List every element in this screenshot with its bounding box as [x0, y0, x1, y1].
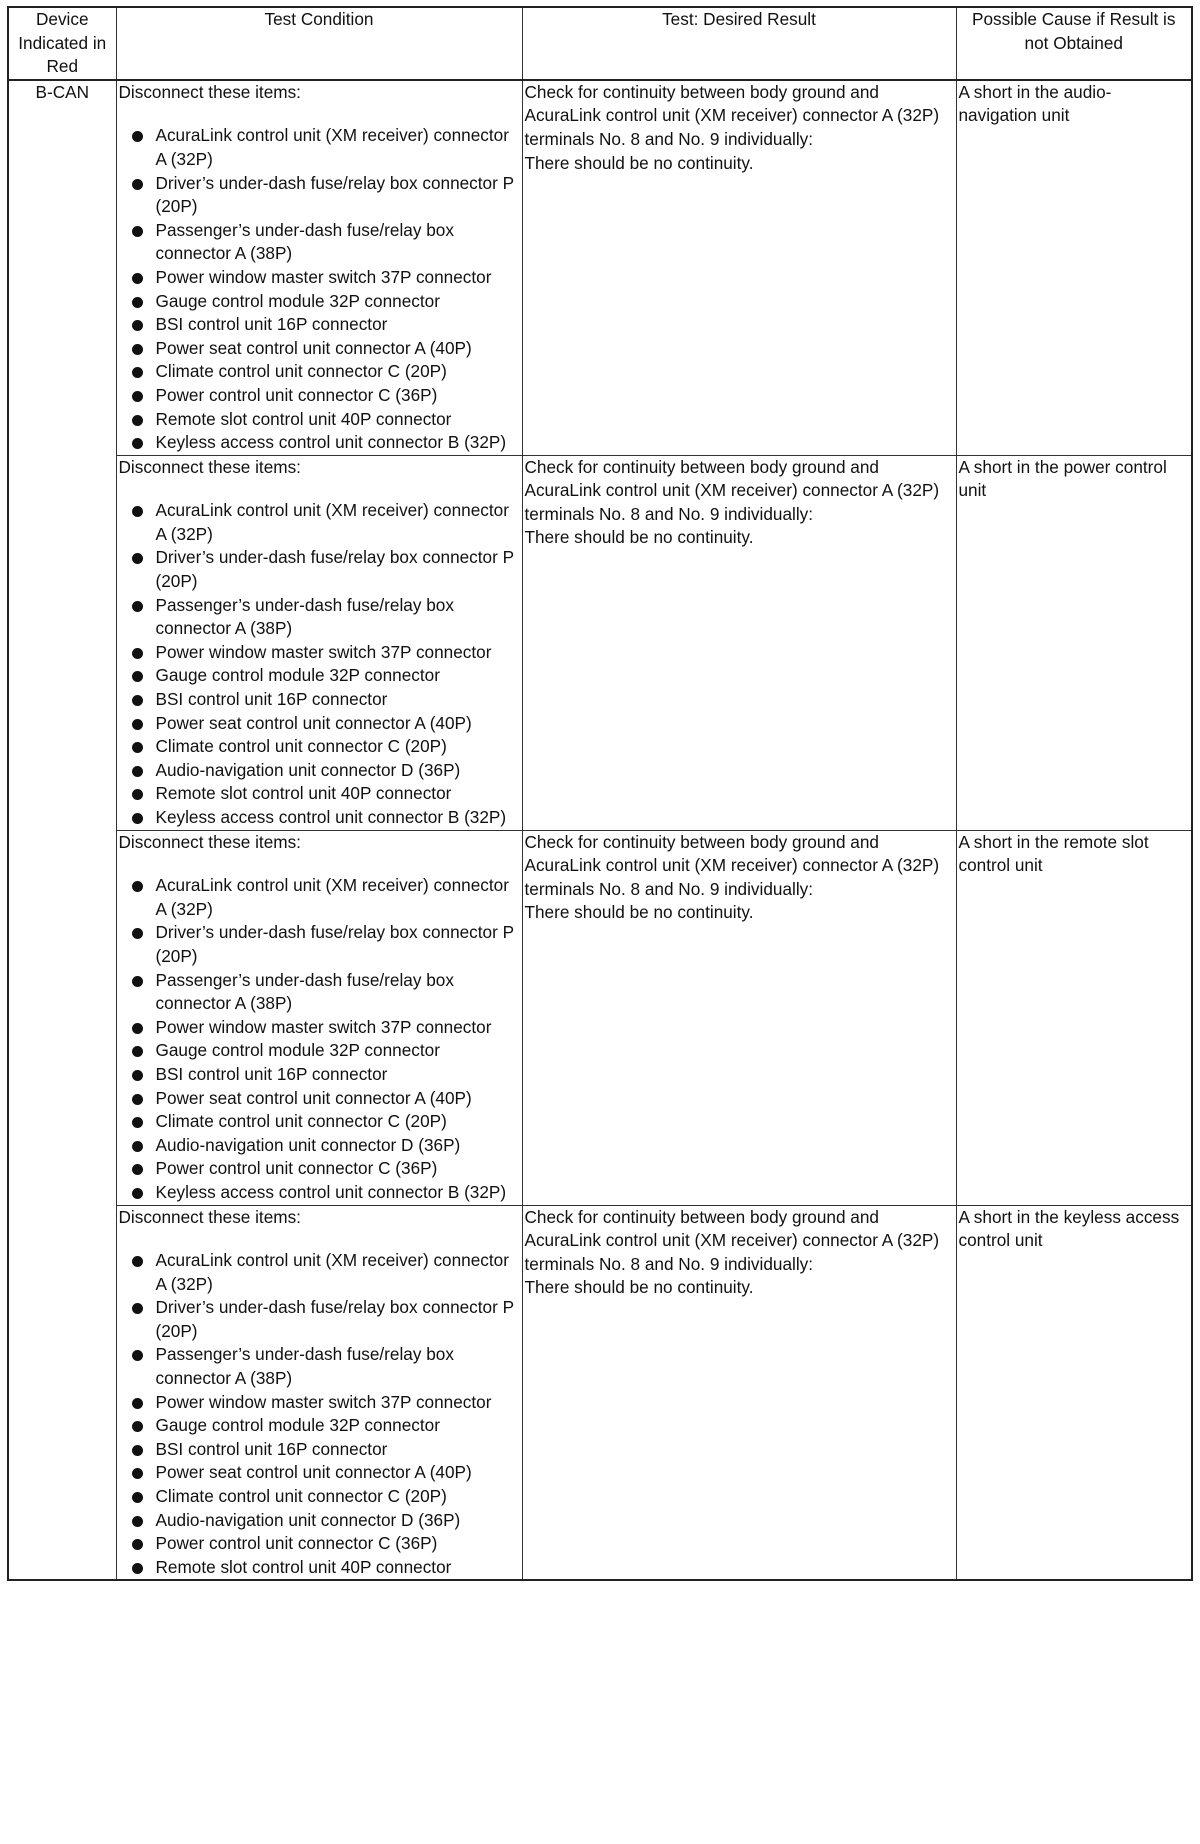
result-check-text: Check for continuity between body ground and AcuraLink control unit (XM receiver) connector A (32P) terminals No. 8 and No. 9 individually: [524, 81, 940, 149]
list-item [119, 1296, 520, 1343]
result-expect-text: There should be no continuity. [524, 527, 754, 548]
possible-cause-cell: A short in the audio-navigation unit [956, 80, 1192, 455]
result-expect-text: There should be no continuity. [524, 152, 754, 173]
test-condition-cell [116, 1205, 522, 1580]
list-item [119, 969, 520, 1016]
desired-result-cell [522, 830, 956, 1205]
possible-cause-cell: A short in the remote slot control unit [956, 830, 1192, 1205]
bullet-icon [132, 1492, 143, 1503]
header-row [8, 7, 1192, 80]
list-item [119, 1157, 520, 1181]
list-item [119, 1063, 520, 1087]
bullet-icon [132, 1303, 143, 1314]
desired-result-cell [522, 455, 956, 830]
list-item [119, 594, 520, 641]
bullet-icon [132, 179, 143, 190]
list-item-text: Climate control unit connector C (20P) [155, 361, 447, 382]
list-item-text: Climate control unit connector C (20P) [155, 1111, 447, 1132]
list-item-text: AcuraLink control unit (XM receiver) connector A (32P) [155, 1250, 509, 1294]
list-item [119, 384, 520, 408]
bullet-icon [132, 1563, 143, 1574]
table-row [8, 1205, 1192, 1580]
list-item [119, 408, 520, 432]
list-item-text: BSI control unit 16P connector [155, 689, 388, 710]
list-item [119, 664, 520, 688]
bullet-icon [132, 297, 143, 308]
list-item-text: AcuraLink control unit (XM receiver) connector A (32P) [155, 125, 509, 169]
list-item [119, 1249, 520, 1296]
list-item [119, 1414, 520, 1438]
list-item [119, 1438, 520, 1462]
bullet-icon [132, 1188, 143, 1199]
list-item-text: Audio-navigation unit connector D (36P) [155, 1134, 461, 1155]
desired-result-cell [522, 1205, 956, 1580]
list-item [119, 337, 520, 361]
list-item-text: Gauge control module 32P connector [155, 290, 440, 311]
list-item-text: Passenger’s under-dash fuse/relay box connector A (38P) [155, 594, 454, 639]
list-item-text: BSI control unit 16P connector [155, 314, 388, 335]
disconnect-list [119, 874, 520, 1204]
disconnect-list [119, 499, 520, 829]
list-item [119, 1134, 520, 1158]
list-item [119, 1556, 520, 1580]
bullet-icon [132, 1445, 143, 1456]
bullet-icon [132, 813, 143, 824]
condition-intro: Disconnect these items: [118, 831, 301, 852]
list-item-text: Driver’s under-dash fuse/relay box connector P (20P) [155, 922, 514, 966]
list-item-text: Passenger’s under-dash fuse/relay box connector A (38P) [155, 219, 454, 264]
bullet-icon [132, 1539, 143, 1550]
list-item [119, 1532, 520, 1556]
bullet-icon [132, 367, 143, 378]
disconnect-list [119, 1249, 520, 1579]
list-item [119, 1485, 520, 1509]
list-item-text: Gauge control module 32P connector [155, 1415, 440, 1436]
test-condition-cell [116, 80, 522, 455]
list-item [119, 313, 520, 337]
list-item-text: Gauge control module 32P connector [155, 665, 440, 686]
result-expect-text: There should be no continuity. [524, 1277, 754, 1298]
list-item [119, 431, 520, 455]
list-item [119, 806, 520, 830]
list-item-text: BSI control unit 16P connector [155, 1438, 388, 1459]
test-condition-cell [116, 830, 522, 1205]
header-device: Device Indicated in Red [8, 7, 116, 80]
bullet-icon [132, 1164, 143, 1175]
list-item [119, 641, 520, 665]
header-possible-cause: Possible Cause if Result is not Obtained [956, 7, 1192, 80]
list-item [119, 1461, 520, 1485]
result-check-text: Check for continuity between body ground and AcuraLink control unit (XM receiver) connector A (32P) terminals No. 8 and No. 9 individually: [524, 1206, 940, 1274]
list-item-text: Climate control unit connector C (20P) [155, 1486, 447, 1507]
possible-cause-cell: A short in the power control unit [956, 455, 1192, 830]
list-item-text: Climate control unit connector C (20P) [155, 736, 447, 757]
condition-intro: Disconnect these items: [118, 81, 301, 102]
bullet-icon [132, 1141, 143, 1152]
list-item-text: AcuraLink control unit (XM receiver) connector A (32P) [155, 875, 509, 919]
bullet-icon [132, 1070, 143, 1081]
list-item-text: Power window master switch 37P connector [155, 1391, 492, 1412]
list-item-text: Keyless access control unit connector B (32P) [155, 1181, 507, 1202]
list-item-text: Power window master switch 37P connector [155, 641, 492, 662]
list-item [119, 759, 520, 783]
bullet-icon [132, 1468, 143, 1479]
list-item-text: Passenger’s under-dash fuse/relay box connector A (38P) [155, 969, 454, 1014]
possible-cause-cell: A short in the keyless access control unit [956, 1205, 1192, 1580]
list-item-text: Remote slot control unit 40P connector [155, 1556, 452, 1577]
table-header [8, 7, 1192, 80]
list-item [119, 874, 520, 921]
condition-intro: Disconnect these items: [118, 456, 301, 477]
list-item-text: Power seat control unit connector A (40P) [155, 1462, 472, 1483]
list-item [119, 1039, 520, 1063]
bullet-icon [132, 1398, 143, 1409]
list-item-text: Power control unit connector C (36P) [155, 1158, 438, 1179]
list-item-text: Remote slot control unit 40P connector [155, 408, 452, 429]
bullet-icon [132, 415, 143, 426]
bullet-icon [132, 648, 143, 659]
condition-intro: Disconnect these items: [118, 1206, 301, 1227]
list-item-text: Gauge control module 32P connector [155, 1040, 440, 1061]
list-item [119, 735, 520, 759]
list-item [119, 499, 520, 546]
result-check-text: Check for continuity between body ground and AcuraLink control unit (XM receiver) connector A (32P) terminals No. 8 and No. 9 individually: [524, 831, 940, 899]
header-test-condition: Test Condition [116, 7, 522, 80]
bullet-icon [132, 1046, 143, 1057]
table-row [8, 830, 1192, 1205]
list-item-text: Power control unit connector C (36P) [155, 1533, 438, 1554]
list-item [119, 1391, 520, 1415]
list-item-text: BSI control unit 16P connector [155, 1063, 388, 1084]
list-item-text: Driver’s under-dash fuse/relay box connector P (20P) [155, 547, 514, 592]
desired-result-cell [522, 80, 956, 455]
bullet-icon [132, 553, 143, 564]
bullet-icon [132, 695, 143, 706]
bullet-icon [132, 506, 143, 517]
bullet-icon [132, 1117, 143, 1128]
list-item [119, 360, 520, 384]
list-item [119, 1509, 520, 1533]
list-item [119, 688, 520, 712]
list-item [119, 219, 520, 266]
list-item-text: Keyless access control unit connector B (32P) [155, 807, 507, 827]
result-expect-text: There should be no continuity. [524, 902, 754, 923]
bullet-icon [132, 1350, 143, 1361]
bullet-icon [132, 131, 143, 142]
list-item-text: Keyless access control unit connector B (32P) [155, 432, 507, 453]
list-item-text: Power seat control unit connector A (40P) [155, 1087, 472, 1108]
list-item [119, 1110, 520, 1134]
list-item [119, 1016, 520, 1040]
list-item-text: Audio-navigation unit connector D (36P) [155, 759, 461, 780]
troubleshooting-table [7, 6, 1193, 1581]
bullet-icon [132, 719, 143, 730]
list-item-text: Remote slot control unit 40P connector [155, 783, 452, 804]
bullet-icon [132, 1094, 143, 1105]
test-condition-cell [116, 455, 522, 830]
list-item-text: Driver’s under-dash fuse/relay box connector P (20P) [155, 1297, 514, 1341]
bullet-icon [132, 1023, 143, 1034]
bullet-icon [132, 601, 143, 612]
list-item-text: Driver’s under-dash fuse/relay box connector P (20P) [155, 172, 514, 217]
list-item [119, 266, 520, 290]
bullet-icon [132, 976, 143, 987]
bullet-icon [132, 881, 143, 892]
bullet-icon [132, 1516, 143, 1527]
list-item [119, 124, 520, 171]
list-item-text: Audio-navigation unit connector D (36P) [155, 1509, 461, 1530]
bullet-icon [132, 391, 143, 402]
list-item [119, 290, 520, 314]
bullet-icon [132, 766, 143, 777]
list-item [119, 1343, 520, 1390]
bullet-icon [132, 671, 143, 682]
list-item-text: Passenger’s under-dash fuse/relay box connector A (38P) [155, 1344, 454, 1389]
list-item [119, 712, 520, 736]
list-item-text: Power window master switch 37P connector [155, 266, 492, 287]
table-row [8, 455, 1192, 830]
table-row [8, 80, 1192, 455]
table-body [8, 80, 1192, 1581]
bullet-icon [132, 226, 143, 237]
disconnect-list [119, 124, 520, 454]
header-desired-result: Test: Desired Result [522, 7, 956, 80]
bullet-icon [132, 928, 143, 939]
bullet-icon [132, 1421, 143, 1432]
bullet-icon [132, 320, 143, 331]
list-item-text: Power seat control unit connector A (40P) [155, 337, 472, 358]
list-item [119, 546, 520, 593]
bullet-icon [132, 438, 143, 449]
bullet-icon [132, 1256, 143, 1267]
list-item-text: Power window master switch 37P connector [155, 1016, 492, 1037]
bullet-icon [132, 273, 143, 284]
list-item [119, 172, 520, 219]
bullet-icon [132, 789, 143, 800]
list-item-text: Power control unit connector C (36P) [155, 384, 438, 405]
result-check-text: Check for continuity between body ground and AcuraLink control unit (XM receiver) connector A (32P) terminals No. 8 and No. 9 individually: [524, 456, 940, 524]
bullet-icon [132, 344, 143, 355]
list-item [119, 1087, 520, 1111]
list-item [119, 1181, 520, 1205]
bullet-icon [132, 742, 143, 753]
list-item [119, 921, 520, 968]
list-item-text: Power seat control unit connector A (40P) [155, 712, 472, 733]
list-item [119, 782, 520, 806]
device-cell: B-CAN [8, 80, 116, 1581]
list-item-text: AcuraLink control unit (XM receiver) connector A (32P) [155, 500, 509, 544]
